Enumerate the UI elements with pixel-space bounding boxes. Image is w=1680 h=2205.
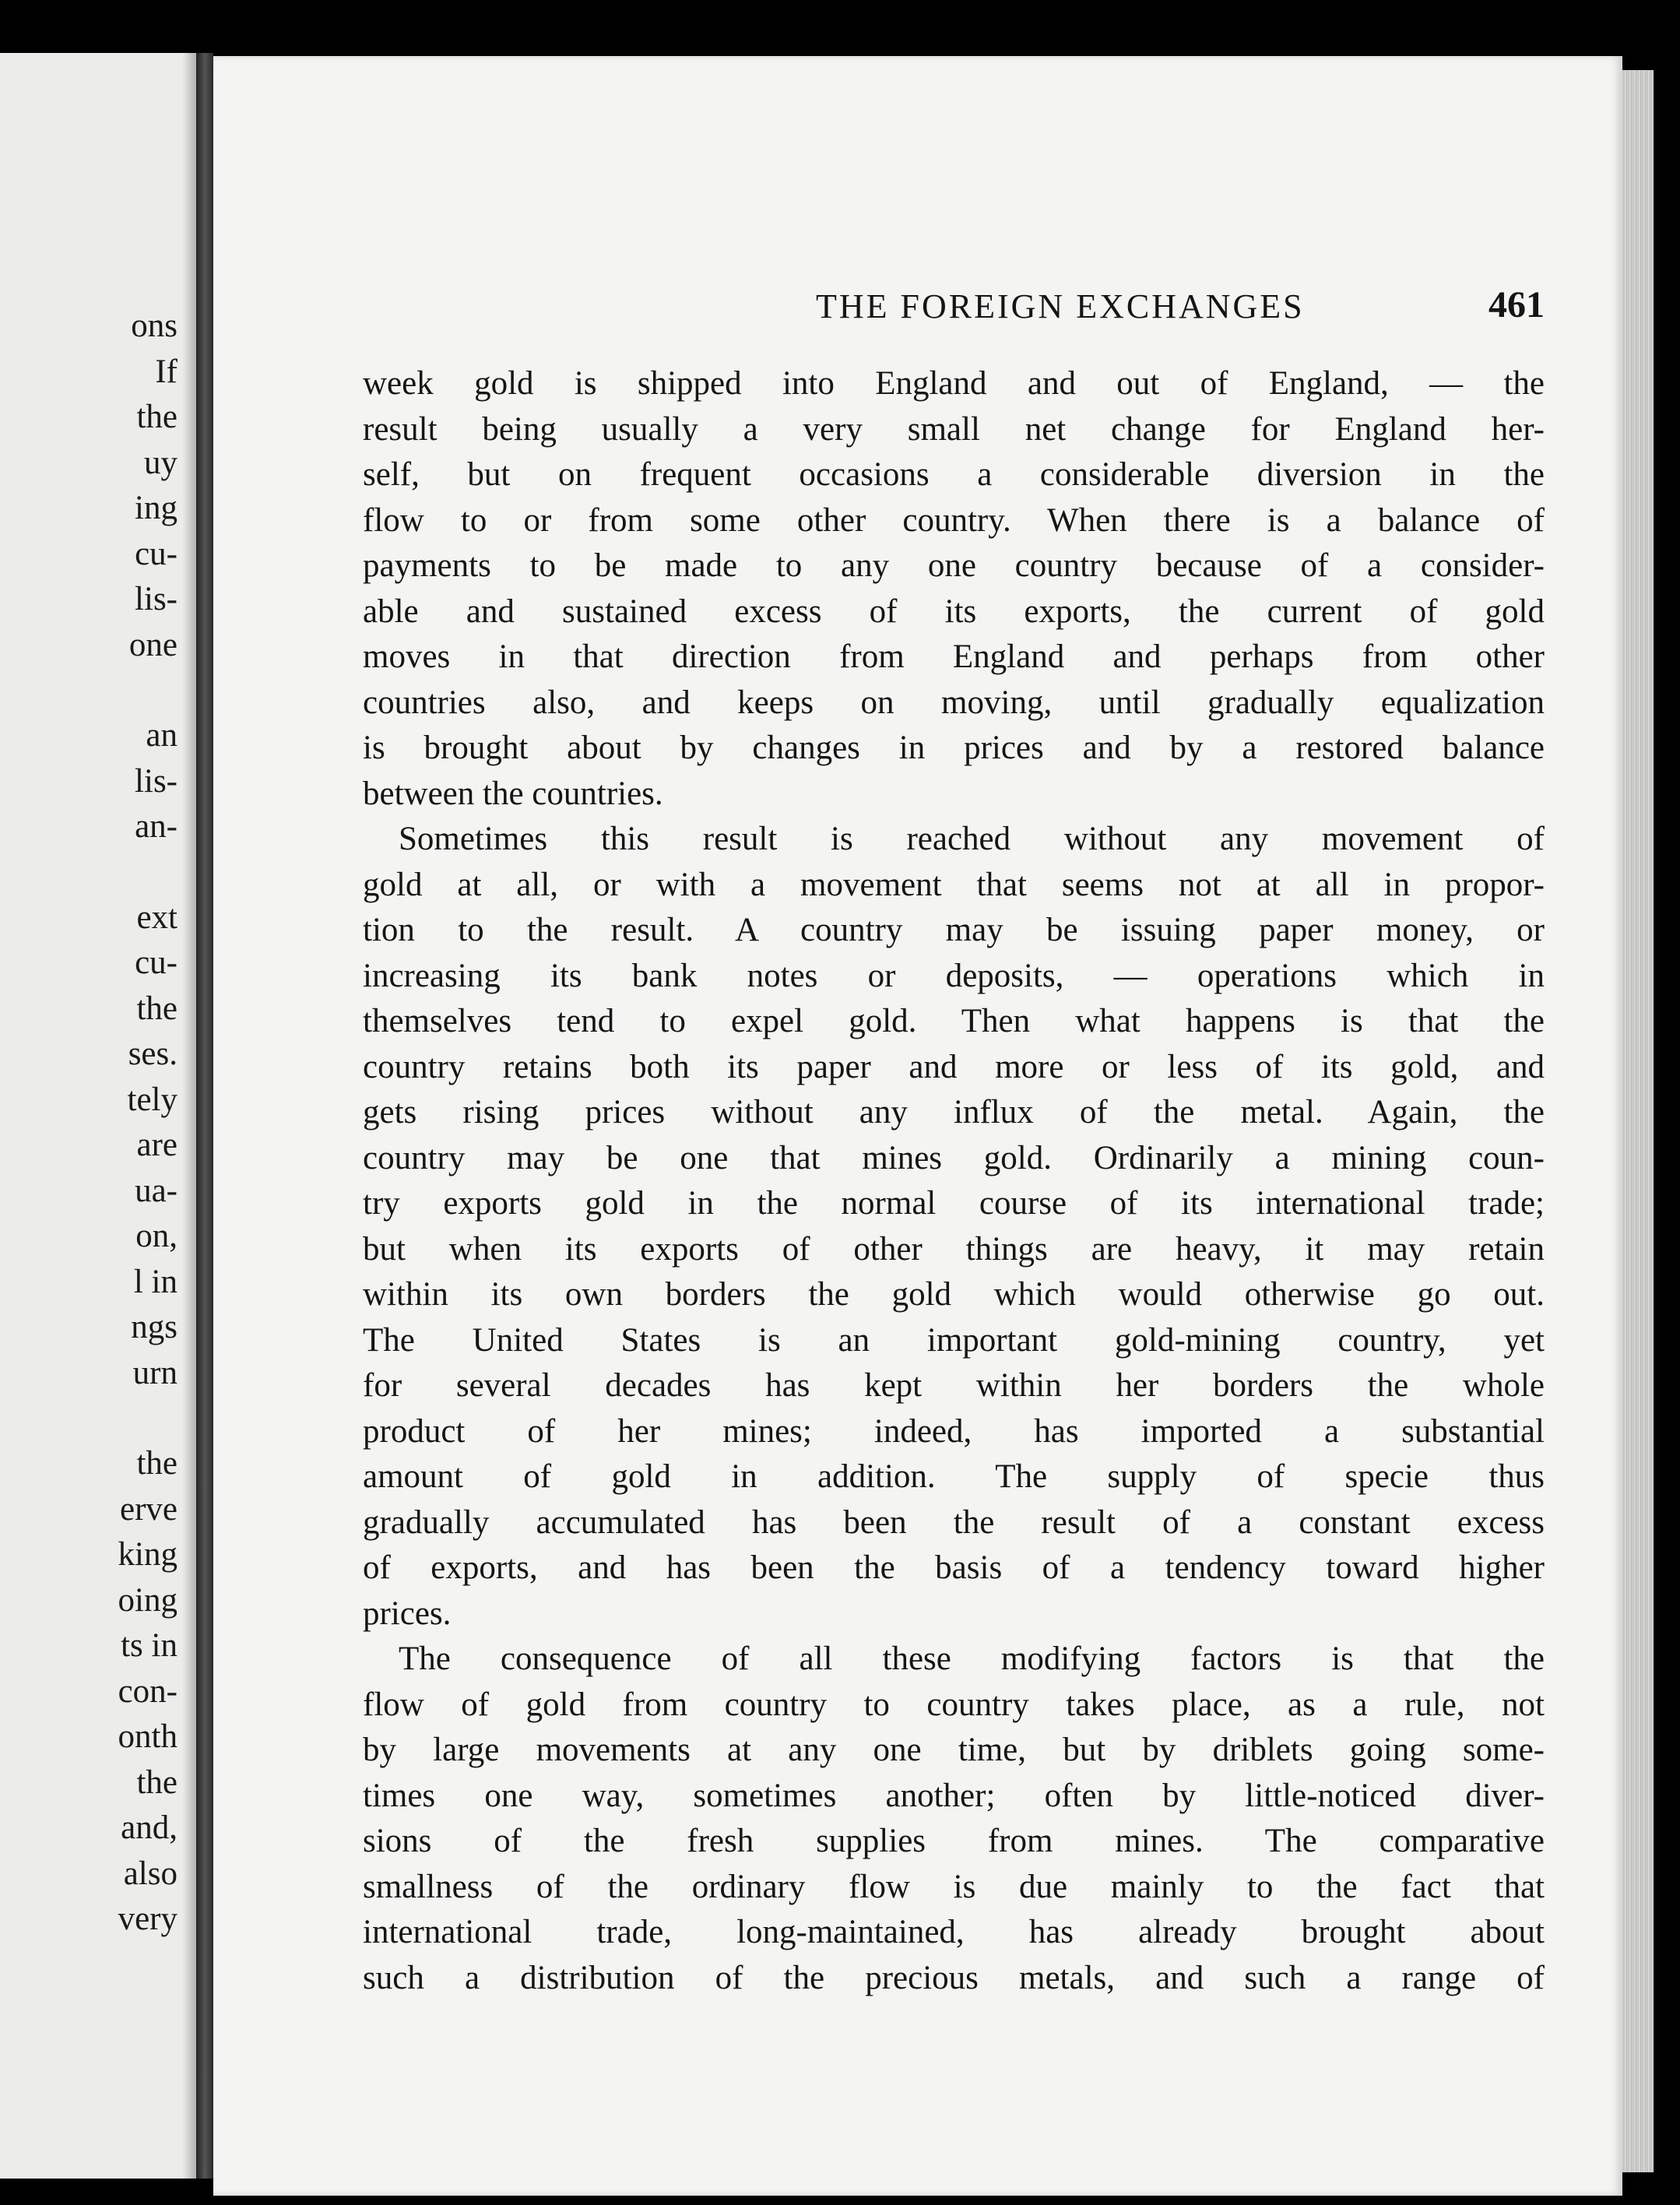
facing-page-fragment: and, bbox=[121, 1809, 177, 1846]
facing-page-fragment: cu- bbox=[135, 944, 177, 981]
text-line: payments to be made to any one country because of a consider- bbox=[363, 547, 1545, 584]
text-line: of exports, and has been the basis of a tendency toward higher bbox=[363, 1549, 1545, 1586]
text-line: moves in that direction from England and perhaps from other bbox=[363, 638, 1545, 675]
text-line: gradually accumulated has been the result of a constant excess bbox=[363, 1503, 1545, 1541]
facing-page-fragment: an bbox=[146, 717, 177, 754]
facing-page-fragment: very bbox=[118, 1901, 177, 1937]
text-line: flow of gold from country to country takes place, as a rule, not bbox=[363, 1686, 1545, 1723]
text-line: such a distribution of the precious metals, and such a range of bbox=[363, 1959, 1545, 1996]
book-page bbox=[213, 56, 1622, 2196]
facing-page-fragment: ngs bbox=[131, 1309, 177, 1345]
facing-page-fragment: tely bbox=[127, 1081, 177, 1118]
facing-page-fragment: are bbox=[136, 1127, 177, 1163]
text-line: able and sustained excess of its exports, the current of gold bbox=[363, 593, 1545, 630]
text-line: themselves tend to expel gold. Then what happens is that the bbox=[363, 1003, 1545, 1039]
text-line: The consequence of all these modifying factors is that the bbox=[399, 1641, 1545, 1677]
facing-page-fragment: urn bbox=[132, 1354, 177, 1391]
text-line: gets rising prices without any influx of the metal. Again, the bbox=[363, 1094, 1545, 1131]
text-line: try exports gold in the normal course of its international trade; bbox=[363, 1185, 1545, 1222]
page-edges bbox=[1622, 70, 1654, 2172]
facing-page-fragment: ua- bbox=[135, 1172, 177, 1209]
facing-page-fragment: one bbox=[128, 626, 177, 663]
facing-page-fragment: ext bbox=[136, 899, 177, 936]
text-line: prices. bbox=[363, 1595, 452, 1632]
text-line: gold at all, or with a movement that seems not at all in propor- bbox=[363, 866, 1545, 903]
facing-page-shadow bbox=[182, 53, 196, 2179]
text-line: international trade, long-maintained, has already brought about bbox=[363, 1914, 1545, 1950]
text-line: times one way, sometimes another; often by little-noticed diver- bbox=[363, 1777, 1545, 1814]
text-line: but when its exports of other things are heavy, it may retain bbox=[363, 1230, 1545, 1268]
text-line: flow to or from some other country. When there is a balance of bbox=[363, 501, 1545, 539]
text-line: week gold is shipped into England and out of England, — the bbox=[363, 365, 1545, 402]
running-head bbox=[369, 284, 1545, 333]
facing-page-fragment: lis- bbox=[135, 762, 177, 800]
text-line: Sometimes this result is reached without any movement of bbox=[399, 821, 1545, 857]
text-line: countries also, and keeps on moving, until gradually equalization bbox=[363, 684, 1545, 721]
text-line: by large movements at any one time, but by driblets going some- bbox=[363, 1732, 1545, 1768]
text-line: self, but on frequent occasions a considerable diversion in the bbox=[363, 456, 1545, 493]
facing-page-fragment: onth bbox=[118, 1718, 177, 1755]
facing-page-fragment: ts in bbox=[121, 1627, 177, 1664]
text-line: The United States is an important gold-mining country, yet bbox=[363, 1321, 1545, 1359]
facing-page-fragment: also bbox=[123, 1855, 177, 1892]
facing-page-fragment: cu- bbox=[135, 535, 177, 572]
facing-page-fragment: l in bbox=[133, 1263, 177, 1300]
facing-page-fragment: king bbox=[118, 1536, 177, 1573]
text-line: between the countries. bbox=[363, 775, 663, 812]
facing-page-fragment: ses. bbox=[128, 1036, 177, 1072]
page-number: 461 bbox=[1488, 284, 1545, 325]
facing-page-fragment: the bbox=[136, 1445, 177, 1482]
facing-page-fragment: lis- bbox=[135, 581, 177, 617]
facing-page-fragment: uy bbox=[144, 444, 177, 481]
text-line: within its own borders the gold which would otherwise go out. bbox=[363, 1276, 1545, 1313]
facing-page-fragment: on, bbox=[135, 1218, 177, 1254]
facing-page-fragment: an- bbox=[135, 808, 177, 845]
book-gutter bbox=[196, 53, 213, 2179]
body-text bbox=[363, 361, 1545, 2001]
text-line: smallness of the ordinary flow is due mainly to the fact that bbox=[363, 1868, 1545, 1905]
text-line: country retains both its paper and more or less of its gold, and bbox=[363, 1048, 1545, 1085]
facing-page-fragment: the bbox=[136, 399, 177, 435]
facing-page bbox=[0, 53, 196, 2179]
text-line: increasing its bank notes or deposits, — operations which in bbox=[363, 957, 1545, 994]
facing-page-fragment: the bbox=[136, 990, 177, 1027]
text-line: country may be one that mines gold. Ordinarily a mining coun- bbox=[363, 1139, 1545, 1176]
text-line: product of her mines; indeed, has imported a substantial bbox=[363, 1412, 1545, 1450]
facing-page-fragment: oing bbox=[118, 1581, 177, 1619]
text-line: result being usually a very small net change for England her- bbox=[363, 410, 1545, 448]
facing-page-fragment: con- bbox=[118, 1672, 177, 1710]
facing-page-fragment: erve bbox=[120, 1490, 177, 1528]
facing-page-fragment: If bbox=[155, 353, 177, 390]
text-line: sions of the fresh supplies from mines. The comparative bbox=[363, 1823, 1545, 1859]
text-line: tion to the result. A country may be issuing paper money, or bbox=[363, 912, 1545, 948]
text-line: is brought about by changes in prices and by a restored balance bbox=[363, 730, 1545, 766]
facing-page-fragment: ing bbox=[135, 490, 177, 526]
text-line: for several decades has kept within her borders the whole bbox=[363, 1367, 1545, 1404]
facing-page-fragment: the bbox=[136, 1764, 177, 1801]
text-line: amount of gold in addition. The supply of specie thus bbox=[363, 1458, 1545, 1495]
facing-page-fragment: ons bbox=[131, 308, 177, 344]
running-title: THE FOREIGN EXCHANGES bbox=[816, 287, 1305, 325]
